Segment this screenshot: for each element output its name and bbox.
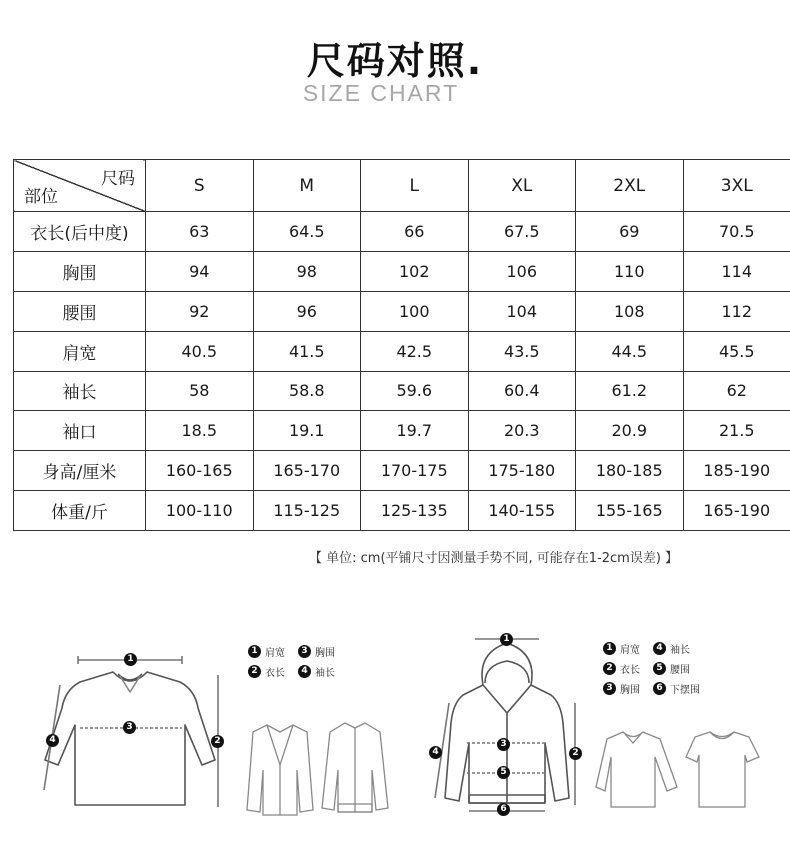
hoodie-measurement-diagram	[425, 633, 585, 818]
table-cell: 165-190	[683, 491, 790, 531]
table-cell: 155-165	[576, 491, 684, 531]
table-cell: 92	[146, 291, 254, 331]
table-cell: 59.6	[361, 371, 469, 411]
table-cell: 40.5	[146, 331, 254, 371]
marker: 6	[497, 803, 510, 816]
table-cell: 170-175	[361, 451, 469, 491]
table-cell: 185-190	[683, 451, 790, 491]
column-header: L	[361, 160, 469, 212]
table-cell: 42.5	[361, 331, 469, 371]
table-cell: 69	[576, 212, 684, 252]
column-header: M	[253, 160, 361, 212]
table-cell: 175-180	[468, 451, 576, 491]
table-cell: 115-125	[253, 491, 361, 531]
row-label: 身高/厘米	[14, 451, 146, 491]
size-table	[13, 159, 790, 531]
marker: 3	[123, 721, 136, 734]
table-cell: 64.5	[253, 212, 361, 252]
marker: 3	[497, 738, 510, 751]
table-cell: 125-135	[361, 491, 469, 531]
marker: 2	[569, 747, 582, 760]
table-cell: 180-185	[576, 451, 684, 491]
table-row	[14, 331, 790, 371]
marker: 1	[500, 633, 513, 646]
sweater-measurement-diagram	[40, 650, 235, 815]
table-cell: 18.5	[146, 411, 254, 451]
table-cell: 21.5	[683, 411, 790, 451]
table-cell: 96	[253, 291, 361, 331]
corner-size-label: 尺码	[101, 169, 135, 189]
table-cell: 110	[576, 251, 684, 291]
table-cell: 112	[683, 291, 790, 331]
table-cell: 67.5	[468, 212, 576, 252]
table-cell: 58	[146, 371, 254, 411]
table-cell: 63	[146, 212, 254, 252]
table-cell: 60.4	[468, 371, 576, 411]
table-cell: 41.5	[253, 331, 361, 371]
column-header: 2XL	[576, 160, 684, 212]
marker: 2	[211, 735, 224, 748]
row-label: 衣长(后中度)	[14, 212, 146, 252]
blazer-illustration	[245, 720, 315, 820]
table-cell: 44.5	[576, 331, 684, 371]
row-label: 肩宽	[14, 331, 146, 371]
row-label: 腰围	[14, 291, 146, 331]
table-cell: 100-110	[146, 491, 254, 531]
zip-jacket-illustration	[320, 720, 390, 820]
table-row	[14, 371, 790, 411]
table-cell: 19.7	[361, 411, 469, 451]
corner-part-label: 部位	[24, 187, 58, 207]
table-row	[14, 291, 790, 331]
legend-right: 1 肩宽 4 袖长 2 衣长 5 腰围 3 胸围 6 下摆围	[603, 638, 703, 698]
table-cell: 100	[361, 291, 469, 331]
table-cell: 43.5	[468, 331, 576, 371]
table-cell: 58.8	[253, 371, 361, 411]
page-title: 尺码对照.	[306, 39, 484, 83]
row-label: 袖长	[14, 371, 146, 411]
table-header-row	[14, 160, 790, 212]
table-cell: 160-165	[146, 451, 254, 491]
table-cell: 19.1	[253, 411, 361, 451]
table-row	[14, 411, 790, 451]
table-row	[14, 491, 790, 531]
table-cell: 45.5	[683, 331, 790, 371]
table-cell: 94	[146, 251, 254, 291]
table-cell: 66	[361, 212, 469, 252]
table-row	[14, 212, 790, 252]
table-cell: 114	[683, 251, 790, 291]
page-subtitle: SIZE CHART	[302, 80, 460, 106]
column-header: 3XL	[683, 160, 790, 212]
table-cell: 140-155	[468, 491, 576, 531]
table-cell: 98	[253, 251, 361, 291]
column-header: XL	[468, 160, 576, 212]
legend-left: 1 肩宽 3 胸围 2 衣长 4 袖长	[248, 641, 348, 681]
unit-note: 【 单位: cm(平铺尺寸因测量手势不同, 可能存在1-2cm误差) 】	[309, 551, 679, 566]
column-header: S	[146, 160, 254, 212]
table-cell: 20.3	[468, 411, 576, 451]
table-cell: 20.9	[576, 411, 684, 451]
table-row	[14, 251, 790, 291]
table-cell: 102	[361, 251, 469, 291]
row-label: 胸围	[14, 251, 146, 291]
long-sleeve-tee-illustration	[595, 727, 680, 812]
table-cell: 165-170	[253, 451, 361, 491]
table-cell: 61.2	[576, 371, 684, 411]
marker: 1	[124, 653, 137, 666]
table-cell: 108	[576, 291, 684, 331]
row-label: 袖口	[14, 411, 146, 451]
table-row	[14, 451, 790, 491]
marker: 5	[497, 766, 510, 779]
row-label: 体重/斤	[14, 491, 146, 531]
marker: 4	[46, 734, 59, 747]
table-cell: 62	[683, 371, 790, 411]
short-sleeve-tee-illustration	[685, 727, 760, 812]
table-cell: 106	[468, 251, 576, 291]
marker: 4	[429, 746, 442, 759]
table-cell: 70.5	[683, 212, 790, 252]
corner-cell	[14, 160, 146, 212]
table-cell: 104	[468, 291, 576, 331]
